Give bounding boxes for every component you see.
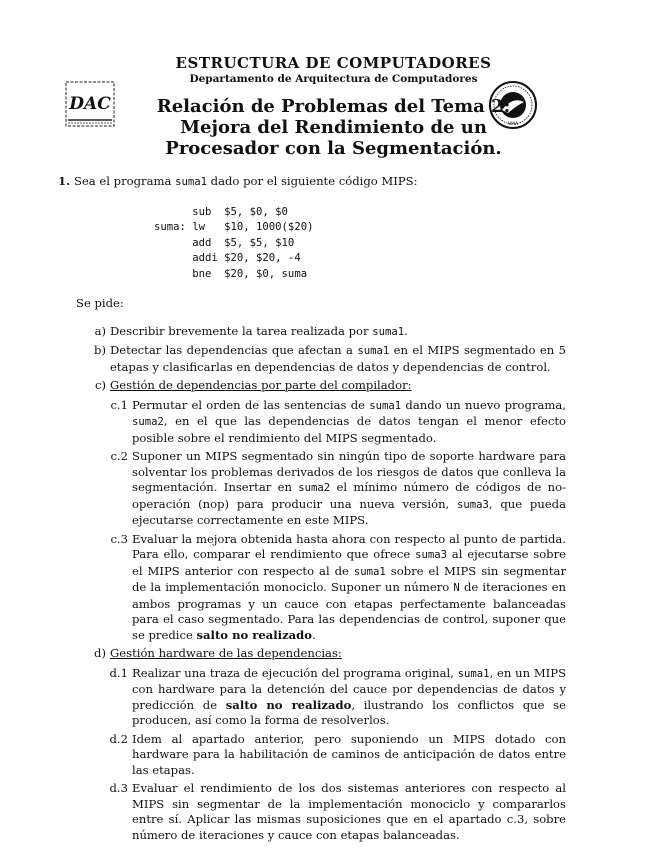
list-item — [58, 324, 568, 341]
list-item — [58, 666, 568, 729]
problem-body — [58, 174, 568, 846]
title-line: Relación de Problemas del Tema 2: — [156, 96, 511, 117]
intro-text: dado por el siguiente código MIPS: — [206, 174, 418, 188]
item-text — [110, 646, 566, 662]
item-label: d.3 — [109, 781, 128, 795]
item-label: d.2 — [109, 731, 128, 746]
text-run: Suponer un MIPS segmentado sin ningún tipo de soporte hardware para solventar los problemas derivados de los riesgos de datos que conlleva la segmentación. Insertar en — [132, 449, 566, 494]
item-text — [110, 378, 566, 394]
list-item — [58, 449, 568, 529]
section-heading: Gestión hardware de las dependencias: — [110, 646, 342, 660]
item-text — [132, 398, 566, 447]
code-inline: suma1 — [369, 399, 402, 412]
text-run: en el MIPS segmentado en 5 etapas y clasificarlas en dependencias de datos y dependencias de control. — [110, 343, 566, 374]
item-text: Evaluar el rendimiento de los dos sistemas anteriores con respecto al MIPS sin segmentar de la implementación monociclo y compararlos entre sí. Aplicar las mismas suposiciones que en el apartado c.3, sobre número de iteraciones y cauce con etapas balanceadas. — [132, 781, 566, 842]
intro-text: Sea el programa — [74, 174, 176, 188]
problem-statement — [58, 174, 568, 191]
svg-text:UMA: UMA — [507, 122, 519, 127]
code-inline: suma2 — [298, 482, 331, 494]
text-run: , que pueda ejecutarse correctamente en este MIPS. — [132, 496, 567, 527]
code-inline: N — [453, 582, 460, 594]
sublist-c — [58, 398, 568, 644]
item-text — [110, 324, 566, 341]
text-run: , en un MIPS con hardware para la detención del cauce por dependencias de datos y predicción de — [132, 665, 567, 712]
item-text — [132, 532, 566, 644]
list-item — [58, 781, 568, 843]
item-label: b) — [94, 343, 106, 357]
text-run: Realizar una traza de ejecución del programa original, — [132, 665, 458, 680]
list-item — [58, 732, 568, 779]
list-item — [58, 532, 568, 644]
item-label: c) — [94, 378, 106, 392]
item-text — [132, 449, 566, 529]
question-list — [58, 324, 568, 844]
course-title: ESTRUCTURA DE COMPUTADORES — [175, 54, 492, 72]
title-line: Mejora del Rendimiento de un — [180, 117, 487, 138]
item-text — [132, 666, 566, 729]
text-run: Describir brevemente la tarea realizada por — [110, 323, 373, 338]
code-inline: suma1 — [457, 667, 490, 680]
item-label: d.1 — [109, 665, 128, 680]
problem-intro — [74, 174, 418, 191]
item-text — [110, 343, 566, 375]
item-label: d) — [94, 646, 106, 660]
list-item — [58, 646, 568, 662]
text-run: , ilustrando los conflictos que se producen, así como la forma de resolverlos. — [132, 697, 566, 727]
document-header — [0, 54, 655, 159]
code-inline: suma1 — [372, 325, 405, 338]
section-heading: Gestión de dependencias por parte del compilador: — [110, 378, 412, 392]
text-run: el mínimo número de códigos de no-operación (nop) para producir una nueva versión, — [132, 480, 566, 511]
svg-text:DAC: DAC — [69, 94, 111, 114]
item-label: a) — [94, 323, 106, 338]
item-label: c.3 — [110, 531, 128, 546]
list-item — [58, 343, 568, 375]
text-run: Evaluar la mejora obtenida hasta ahora con respecto al punto de partida. Para ello, comparar el rendimiento que ofrece — [132, 531, 566, 561]
item-text: Idem al apartado anterior, pero suponiendo un MIPS dotado con hardware para la habilitación de caminos de anticipación de datos entre las etapas. — [132, 731, 566, 777]
document-title — [12, 96, 655, 159]
text-run: sobre el MIPS sin segmentar de la implementación monociclo. Suponer un número — [132, 563, 566, 594]
problem-number: 1. — [58, 174, 71, 188]
text-run: al ejecutarse sobre el MIPS anterior con respecto al de — [132, 547, 566, 578]
code-inline: suma2 — [132, 416, 164, 428]
code-inline: suma3 — [457, 498, 489, 511]
code-inline: suma1 — [357, 345, 390, 357]
text-run: , en el que las dependencias de datos tengan el menor efecto posible sobre el rendimiento del MIPS segmentado. — [132, 414, 566, 445]
sublist-d — [58, 666, 568, 844]
se-pide-label: Se pide: — [76, 296, 124, 310]
code-inline: suma1 — [175, 176, 207, 188]
list-item — [58, 378, 568, 394]
bold-text: salto no realizado — [225, 697, 352, 712]
list-item — [58, 398, 568, 447]
title-line: Procesador con la Segmentación. — [165, 138, 502, 159]
mips-code-block: sub $5, $0, $0 suma: lw $10, 1000($20) add $5, $5, $10 addi $20, $20, -4 bne $20, $0, suma — [154, 205, 314, 280]
text-run: Permutar el orden de las sentencias de — [132, 397, 370, 412]
bold-text: salto no realizado — [196, 627, 313, 642]
item-label: c.2 — [110, 449, 128, 463]
text-run: de iteraciones en ambos programas y un cauce con etapas perfectamente balanceadas para el caso segmentado. Para las dependencias de control, suponer que se predice — [132, 580, 566, 642]
code-inline: suma1 — [353, 565, 386, 578]
code-inline: suma3 — [415, 549, 447, 561]
text-run: dando un nuevo programa, — [401, 397, 566, 412]
item-label: c.1 — [110, 397, 128, 412]
department-name: Departamento de Arquitectura de Computadores — [189, 73, 478, 85]
text-run: Detectar las dependencias que afectan a — [110, 343, 358, 357]
text-run: . — [312, 627, 316, 642]
text-run: . — [404, 323, 408, 338]
